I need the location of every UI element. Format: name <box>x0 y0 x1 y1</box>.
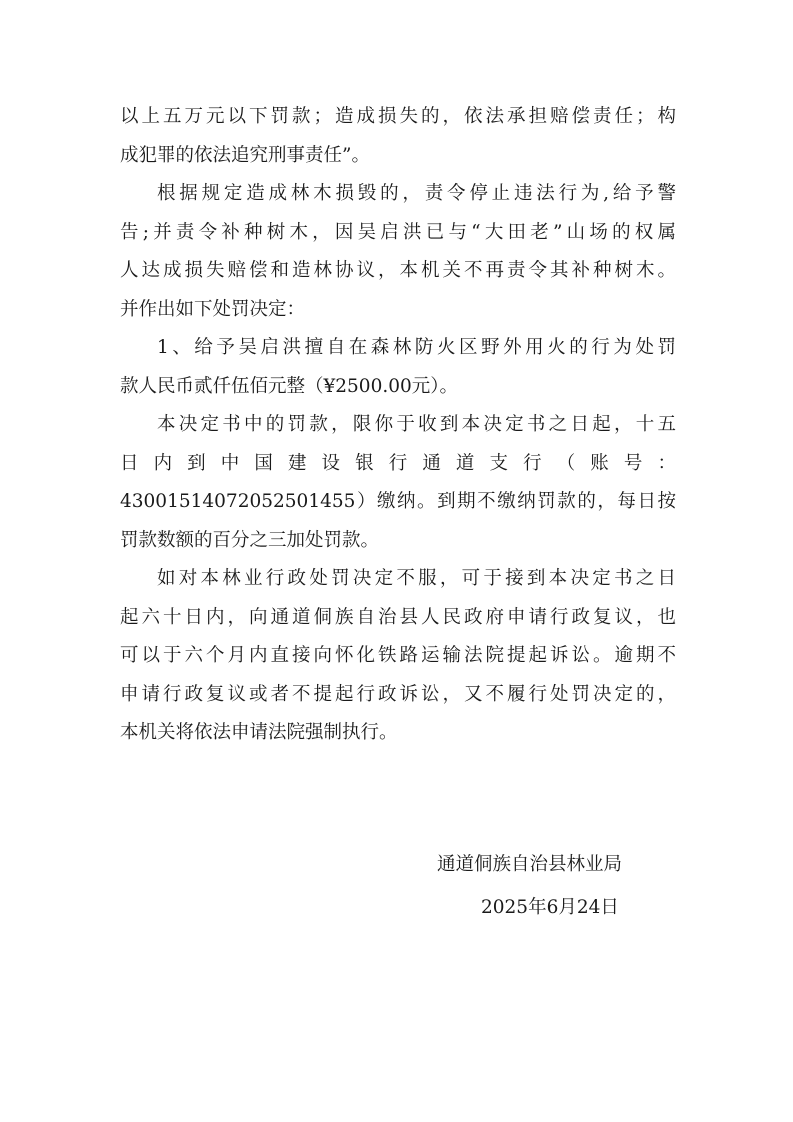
paragraph-line: 本决定书中的罚款，限你于收到本决定书之日起，十五 <box>157 414 676 435</box>
document-body <box>120 98 676 753</box>
paragraph-line: 如对本林业行政处罚决定不服，可于接到本决定书之日 <box>157 568 676 589</box>
paragraph-line: 申请行政复议或者不提起行政诉讼，又不履行处罚决定的， <box>120 683 676 705</box>
paragraph-line: 本机关将依法申请法院强制执行。 <box>120 722 398 743</box>
paragraph-line: 告;并责令补种树木，因吴启洪已与“大田老”山场的权属 <box>120 221 676 243</box>
signature-organization: 通道侗族自治县林业局 <box>437 854 623 875</box>
signature-date: 2025年6月24日 <box>481 897 619 918</box>
paragraph-line: 1、给予吴启洪擅自在森林防火区野外用火的行为处罚 <box>157 337 676 358</box>
paragraph-line: 成犯罪的依法追究刑事责任”。 <box>120 144 370 166</box>
paragraph-line: 根据规定造成林木损毁的，责令停止违法行为,给予警 <box>157 183 676 204</box>
paragraph-line: 罚款数额的百分之三加处罚款。 <box>120 529 380 551</box>
paragraph-line: 人达成损失赔偿和造林协议，本机关不再责令其补种树木。 <box>120 260 676 281</box>
paragraph-line: 以上五万元以下罚款；造成损失的，依法承担赔偿责任；构 <box>120 106 676 127</box>
paragraph-line: 款人民币贰仟伍佰元整（¥2500.00元）。 <box>120 375 459 397</box>
paragraph-line: 可以于六个月内直接向怀化铁路运输法院提起诉讼。逾期不 <box>120 645 676 666</box>
paragraph-line: 日内到中国建设银行通道支行（账号： <box>120 452 676 474</box>
paragraph-line: 43001514072052501455）缴纳。到期不缴纳罚款的，每日按 <box>120 491 676 512</box>
paragraph-line: 并作出如下处罚决定： <box>120 298 306 320</box>
paragraph-line: 起六十日内，向通道侗族自治县人民政府申请行政复议，也 <box>120 606 676 628</box>
